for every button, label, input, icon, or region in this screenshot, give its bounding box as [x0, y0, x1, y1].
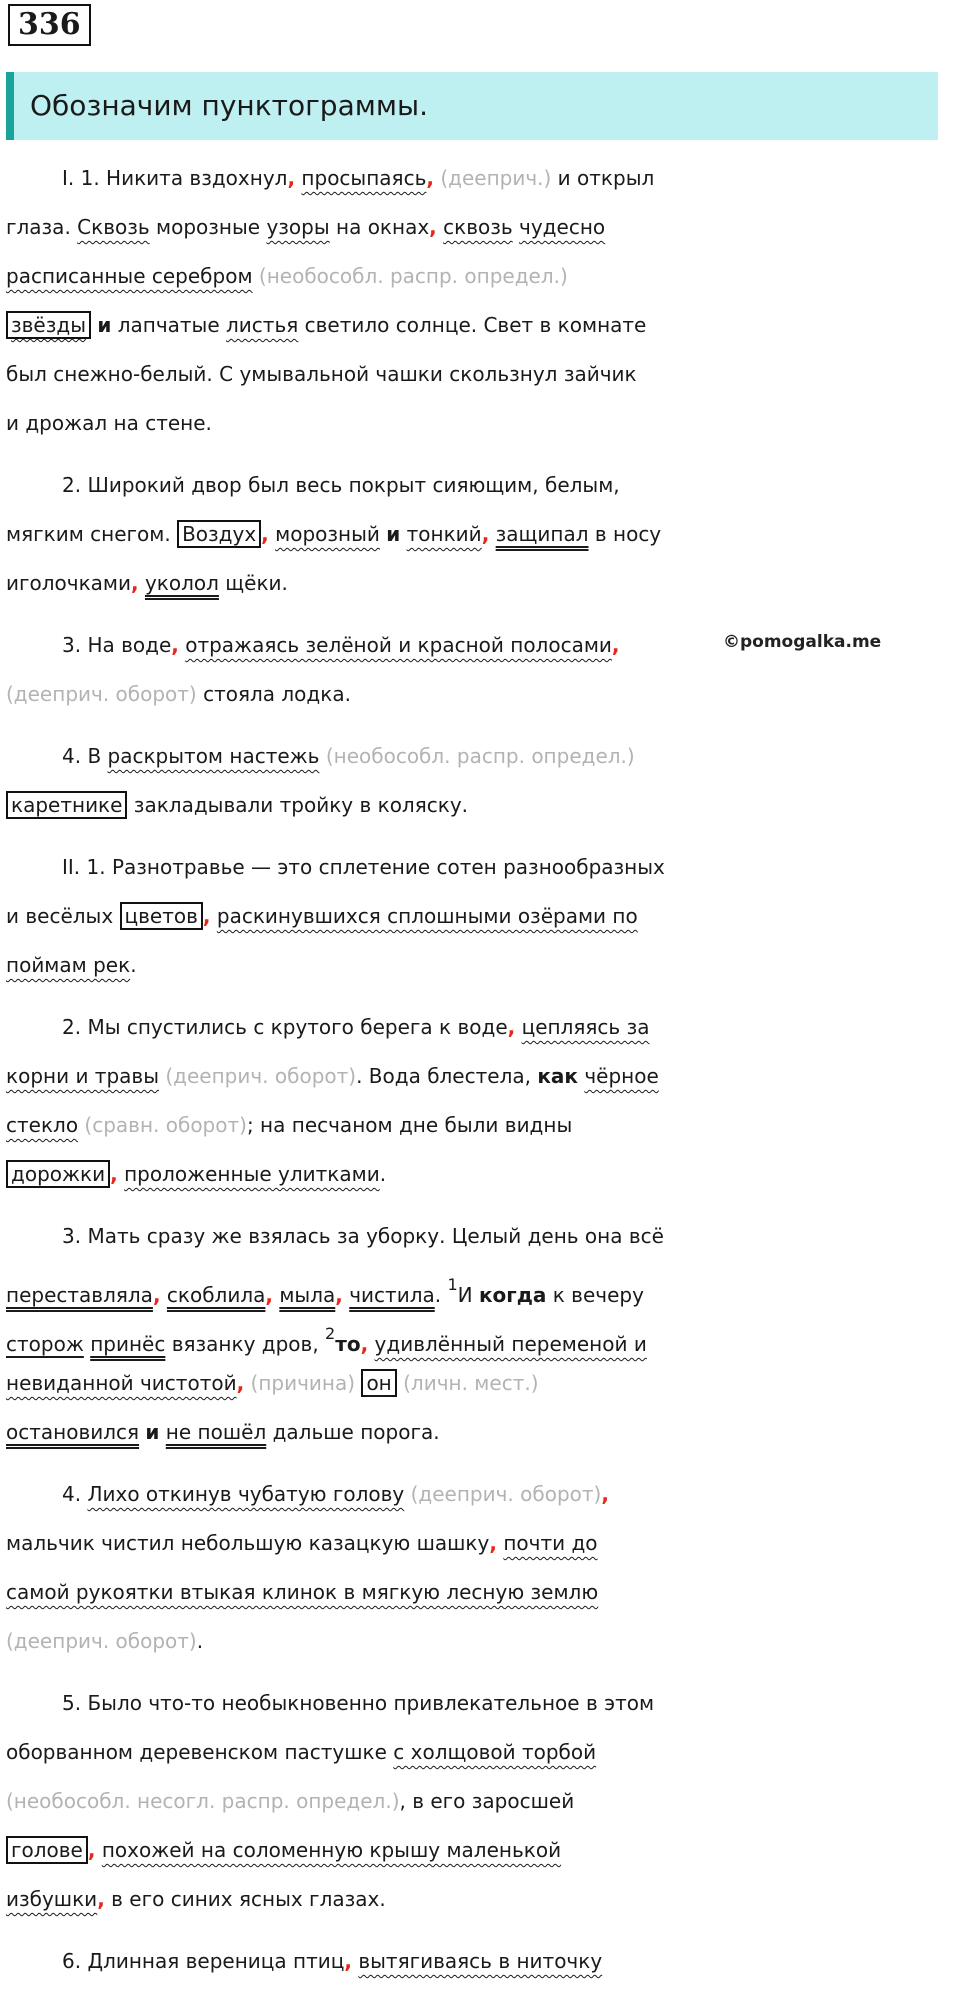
text-run: 4.	[62, 1482, 88, 1506]
adjective-phrase: похожей на соломенную крышу маленькой	[101, 1838, 562, 1862]
boxed-word: голове	[6, 1836, 88, 1864]
grammar-note: (необособл. распр. определ.)	[252, 264, 568, 288]
text-run: закладывали тройку в коляску.	[127, 793, 469, 817]
predicate-word: принёс	[90, 1332, 166, 1356]
subject-word: сторож	[6, 1332, 84, 1356]
exercise-text	[6, 154, 954, 1999]
text-line	[6, 1937, 954, 1986]
watermark: ©pomogalka.me	[723, 632, 882, 652]
text-run: оборванном деревенском пастушке	[6, 1740, 394, 1764]
grammar-note: (сравн. оборот)	[78, 1113, 247, 1137]
text-run: мальчик чистил небольшую казацкую шашку	[6, 1531, 490, 1555]
paragraph	[6, 732, 954, 830]
wavy-underlined-phrase: с холщовой торбой	[393, 1740, 597, 1764]
adverbial-phrase: вытягиваясь в ниточку	[358, 1949, 603, 1973]
adverbial-phrase: цепляясь за	[521, 1015, 650, 1039]
text-run: и весёлых	[6, 904, 120, 928]
comma-mark: ,	[236, 1371, 245, 1395]
comma-mark: ,	[287, 166, 296, 190]
adverbial-phrase: почти до	[503, 1531, 598, 1555]
comma-mark: ,	[507, 1015, 516, 1039]
text-run: , в его заросшей	[399, 1789, 575, 1813]
bold-conjunction: и	[386, 522, 401, 546]
text-line	[6, 1470, 954, 1519]
text-run: и открыл	[551, 166, 655, 190]
text-run: . Вода блестела,	[356, 1064, 538, 1088]
text-line	[6, 1150, 954, 1199]
text-run: 6. Длинная вереница птиц	[62, 1949, 345, 1973]
text-run: мягким снегом.	[6, 522, 178, 546]
paragraph	[6, 461, 954, 608]
predicate-word: остановился	[6, 1420, 140, 1444]
text-line: был снежно-белый. С умывальной чашки скользнул зайчик	[6, 362, 637, 386]
participial-phrase: проложенные улитками	[124, 1162, 380, 1186]
text-run: .	[434, 1283, 448, 1307]
text-line	[6, 670, 954, 719]
text-run: 4. В	[62, 744, 108, 768]
text-run: глаза.	[6, 215, 78, 239]
text-line	[6, 1359, 954, 1408]
boxed-word: звёзды	[6, 311, 91, 339]
wavy-underlined-word: морозный	[275, 522, 380, 546]
adjective-phrase: избушки	[6, 1887, 98, 1911]
text-run: щёки.	[218, 571, 288, 595]
text-run: в его синих ясных глазах.	[104, 1887, 386, 1911]
text-run: иголочками	[6, 571, 131, 595]
comma-mark: ,	[261, 522, 269, 546]
participial-phrase: раскинувшихся сплошными озёрами по	[216, 904, 638, 928]
text-line	[6, 1261, 954, 1310]
comma-mark: ,	[611, 633, 620, 657]
comma-mark: ,	[110, 1162, 118, 1186]
grammar-note: (причина)	[244, 1371, 362, 1395]
predicate-word: уколол	[144, 571, 219, 595]
comma-mark: ,	[202, 904, 211, 928]
comma-mark: ,	[360, 1332, 369, 1356]
comparative-phrase: чёрное	[584, 1064, 659, 1088]
text-line: 5. Было что-то необыкновенно привлекательное в этом	[62, 1691, 655, 1715]
text-line	[6, 301, 954, 350]
participial-phrase: невиданной чистотой	[6, 1371, 237, 1395]
text-run: вязанку дров,	[165, 1332, 326, 1356]
bold-conjunction: когда	[478, 1283, 547, 1307]
grammar-note: (дееприч. оборот)	[158, 1064, 357, 1088]
adverbial-participle: просыпаясь	[301, 166, 427, 190]
text-run: 2. Мы спустились с крутого берега к воде	[62, 1015, 508, 1039]
text-line	[6, 559, 954, 608]
text-line	[6, 1408, 954, 1457]
bold-conjunction: и	[97, 313, 112, 337]
predicate-word: скоблила	[166, 1283, 266, 1307]
text-line: II. 1. Разнотравье — это сплетение сотен разнообразных	[62, 855, 665, 879]
text-run: И	[457, 1283, 479, 1307]
text-line	[6, 941, 954, 990]
comma-mark: ,	[344, 1949, 352, 1973]
boxed-word: Воздух	[177, 520, 261, 548]
comma-mark: ,	[481, 522, 490, 546]
predicate-word: чистила	[349, 1283, 435, 1307]
text-line	[6, 732, 954, 781]
text-run: стояла лодка.	[196, 682, 351, 706]
text-line	[6, 1568, 954, 1617]
paragraph	[6, 1003, 954, 1199]
boxed-word: каретнике	[6, 791, 127, 819]
bold-conjunction: как	[537, 1064, 578, 1088]
grammar-note: (личн. мест.)	[396, 1371, 539, 1395]
comma-mark: ,	[335, 1283, 343, 1307]
adverbial-phrase: отражаясь зелёной и красной полосами	[185, 633, 612, 657]
text-run: в носу	[588, 522, 662, 546]
text-run: на окнах	[329, 215, 430, 239]
comma-mark: ,	[131, 571, 139, 595]
paragraph	[6, 1679, 954, 1924]
text-line	[6, 1875, 954, 1924]
boxed-word: дорожки	[6, 1160, 110, 1188]
predicate-word: переставляла	[6, 1283, 153, 1307]
paragraph	[6, 843, 954, 990]
comma-mark: ,	[601, 1482, 609, 1506]
comparative-phrase: стекло	[6, 1113, 79, 1137]
wavy-underlined-phrase: расписанные серебром	[6, 264, 253, 288]
text-run: дальше порога.	[266, 1420, 440, 1444]
comma-mark: ,	[489, 1531, 497, 1555]
bold-conjunction: и	[145, 1420, 160, 1444]
text-line	[6, 154, 954, 203]
task-banner: Обозначим пунктограммы.	[6, 72, 938, 140]
boxed-word: он	[361, 1369, 396, 1397]
text-line	[6, 1826, 954, 1875]
grammar-note: (дееприч. оборот)	[404, 1482, 602, 1506]
wavy-underlined-word: узоры	[266, 215, 330, 239]
text-line	[6, 510, 954, 559]
text-line	[6, 1519, 954, 1568]
text-line	[6, 1728, 954, 1777]
text-run: 3. На воде	[62, 633, 172, 657]
comma-mark: ,	[429, 215, 437, 239]
participial-phrase: удивлённый переменой и	[374, 1332, 647, 1356]
text-line	[6, 1003, 954, 1052]
text-line	[6, 1310, 954, 1359]
grammar-note: (дееприч.)	[433, 166, 552, 190]
paragraph	[6, 154, 954, 448]
predicate-word: защипал	[495, 522, 589, 546]
text-run: .	[130, 953, 137, 977]
wavy-underlined-word: тонкий	[406, 522, 482, 546]
text-line	[6, 1617, 954, 1666]
text-line: 2. Широкий двор был весь покрыт сияющим, белым,	[62, 473, 620, 497]
text-line	[6, 1777, 954, 1826]
text-line	[6, 892, 954, 941]
comma-mark: ,	[171, 633, 179, 657]
text-line	[6, 621, 954, 670]
grammar-note: (необособл. распр. определ.)	[319, 744, 635, 768]
wavy-underlined-word: сквозь	[443, 215, 513, 239]
text-line	[6, 781, 954, 830]
grammar-note: (дееприч. оборот)	[6, 1629, 197, 1653]
grammar-note: (дееприч. оборот)	[6, 682, 197, 706]
text-run: I. 1. Никита вздохнул	[62, 166, 288, 190]
text-line	[6, 203, 954, 252]
text-run: к вечеру	[546, 1283, 644, 1307]
text-run: .	[196, 1629, 204, 1653]
bold-conjunction: то	[335, 1332, 361, 1356]
exercise-number: 336	[8, 4, 91, 46]
comma-mark: ,	[265, 1283, 273, 1307]
text-line	[6, 1052, 954, 1101]
comma-mark: ,	[152, 1283, 161, 1307]
adverbial-phrase: корни и травы	[6, 1064, 159, 1088]
wavy-underlined-word: листья	[226, 313, 299, 337]
text-line	[6, 252, 954, 301]
predicate-word: мыла	[279, 1283, 336, 1307]
text-run: .	[379, 1162, 387, 1186]
adverbial-phrase: Лихо откинув чубатую голову	[87, 1482, 405, 1506]
comma-mark: ,	[87, 1838, 96, 1862]
text-line: и дрожал на стене.	[6, 411, 212, 435]
wavy-underlined-word: чудесно	[519, 215, 606, 239]
text-run: морозные	[149, 215, 267, 239]
clause-index: 2	[325, 1324, 336, 1343]
grammar-note: (необособл. несогл. распр. определ.)	[6, 1789, 400, 1813]
paragraph	[6, 1470, 954, 1666]
paragraph	[6, 1937, 954, 1986]
text-run: лапчатые	[111, 313, 227, 337]
clause-index: 1	[447, 1275, 458, 1294]
adverbial-phrase: самой рукоятки втыкая клинок в мягкую лесную землю	[6, 1580, 599, 1604]
text-line: 3. Мать сразу же взялась за уборку. Целый день она всё	[62, 1224, 664, 1248]
comma-mark: ,	[426, 166, 434, 190]
boxed-word: цветов	[120, 902, 203, 930]
wavy-underlined-word: Сквозь	[77, 215, 150, 239]
participial-phrase: поймам рек	[6, 953, 131, 977]
text-line	[6, 1101, 954, 1150]
wavy-underlined-phrase: раскрытом настежь	[107, 744, 320, 768]
text-run: ; на песчаном дне были видны	[246, 1113, 573, 1137]
comma-mark: ,	[97, 1887, 105, 1911]
text-run: светило солнце. Свет в комнате	[298, 313, 647, 337]
paragraph	[6, 1212, 954, 1457]
predicate-word: не пошёл	[165, 1420, 267, 1444]
paragraph	[6, 621, 954, 719]
